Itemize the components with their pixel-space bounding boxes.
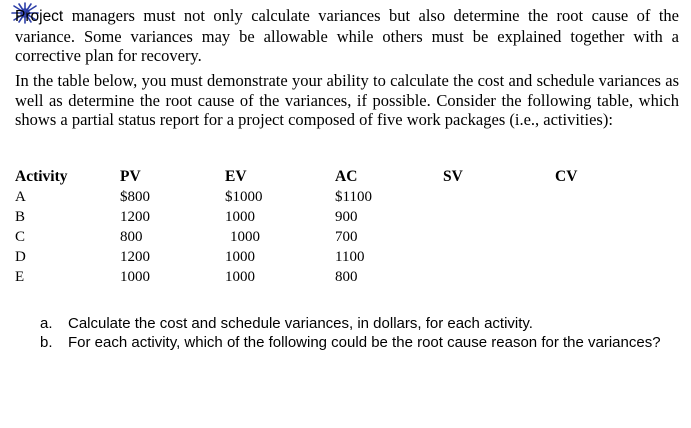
cell-ac: 900 xyxy=(335,209,358,225)
cell-activity: C xyxy=(15,229,26,245)
cell-ac: 800 xyxy=(335,269,358,285)
question-text: Calculate the cost and schedule variances, in dollars, for each activity. xyxy=(68,315,533,332)
table-row xyxy=(15,269,675,289)
intro-paragraph-2: In the table below, you must demonstrate your ability to calculate the cost and schedule variances as well as determine the root cause of the variances, if possible. Consider the following table, which shows a partial status report for a project composed of five work packages (i.e., activities): xyxy=(15,71,679,129)
header-cv: CV xyxy=(555,168,578,185)
cell-pv: $800 xyxy=(120,189,150,205)
table-row xyxy=(15,249,675,269)
table-row xyxy=(15,209,675,229)
question-list xyxy=(40,314,679,352)
status-table xyxy=(15,168,675,289)
intro-paragraph-1-text: managers must not only calculate variances but also determine the root cause of the variance. Some variances may be allowable while others must be explained together with a corrective plan for recovery. xyxy=(15,6,679,65)
cell-ev: 1000 xyxy=(225,269,255,285)
cell-pv: 1200 xyxy=(120,249,150,265)
table-row xyxy=(15,189,675,209)
cell-activity: B xyxy=(15,209,26,225)
cell-ev: 1000 xyxy=(230,229,260,245)
cell-pv: 1000 xyxy=(120,269,150,285)
cell-ac: $1100 xyxy=(335,189,372,205)
header-ev: EV xyxy=(225,168,247,185)
list-marker: b. xyxy=(40,334,53,351)
table-header-row xyxy=(15,168,675,189)
cell-ac: 1100 xyxy=(335,249,365,265)
cell-ac: 700 xyxy=(335,229,358,245)
cell-activity: A xyxy=(15,189,26,205)
list-item xyxy=(40,314,679,333)
intro-first-word: Project xyxy=(15,8,64,25)
table-row xyxy=(15,229,675,249)
cell-ev: 1000 xyxy=(225,249,255,265)
question-text: For each activity, which of the following could be the root cause reason for the variances? xyxy=(68,334,661,351)
cell-pv: 800 xyxy=(120,229,143,245)
header-pv: PV xyxy=(120,168,141,185)
cell-activity: D xyxy=(15,249,26,265)
header-ac: AC xyxy=(335,168,358,185)
cell-activity: E xyxy=(15,269,25,285)
cell-pv: 1200 xyxy=(120,209,150,225)
cell-ev: $1000 xyxy=(225,189,263,205)
intro-paragraph-1 xyxy=(15,6,679,66)
cell-ev: 1000 xyxy=(225,209,255,225)
header-sv: SV xyxy=(443,168,463,185)
list-marker: a. xyxy=(40,315,53,332)
list-item xyxy=(40,333,679,352)
header-activity: Activity xyxy=(15,168,68,185)
